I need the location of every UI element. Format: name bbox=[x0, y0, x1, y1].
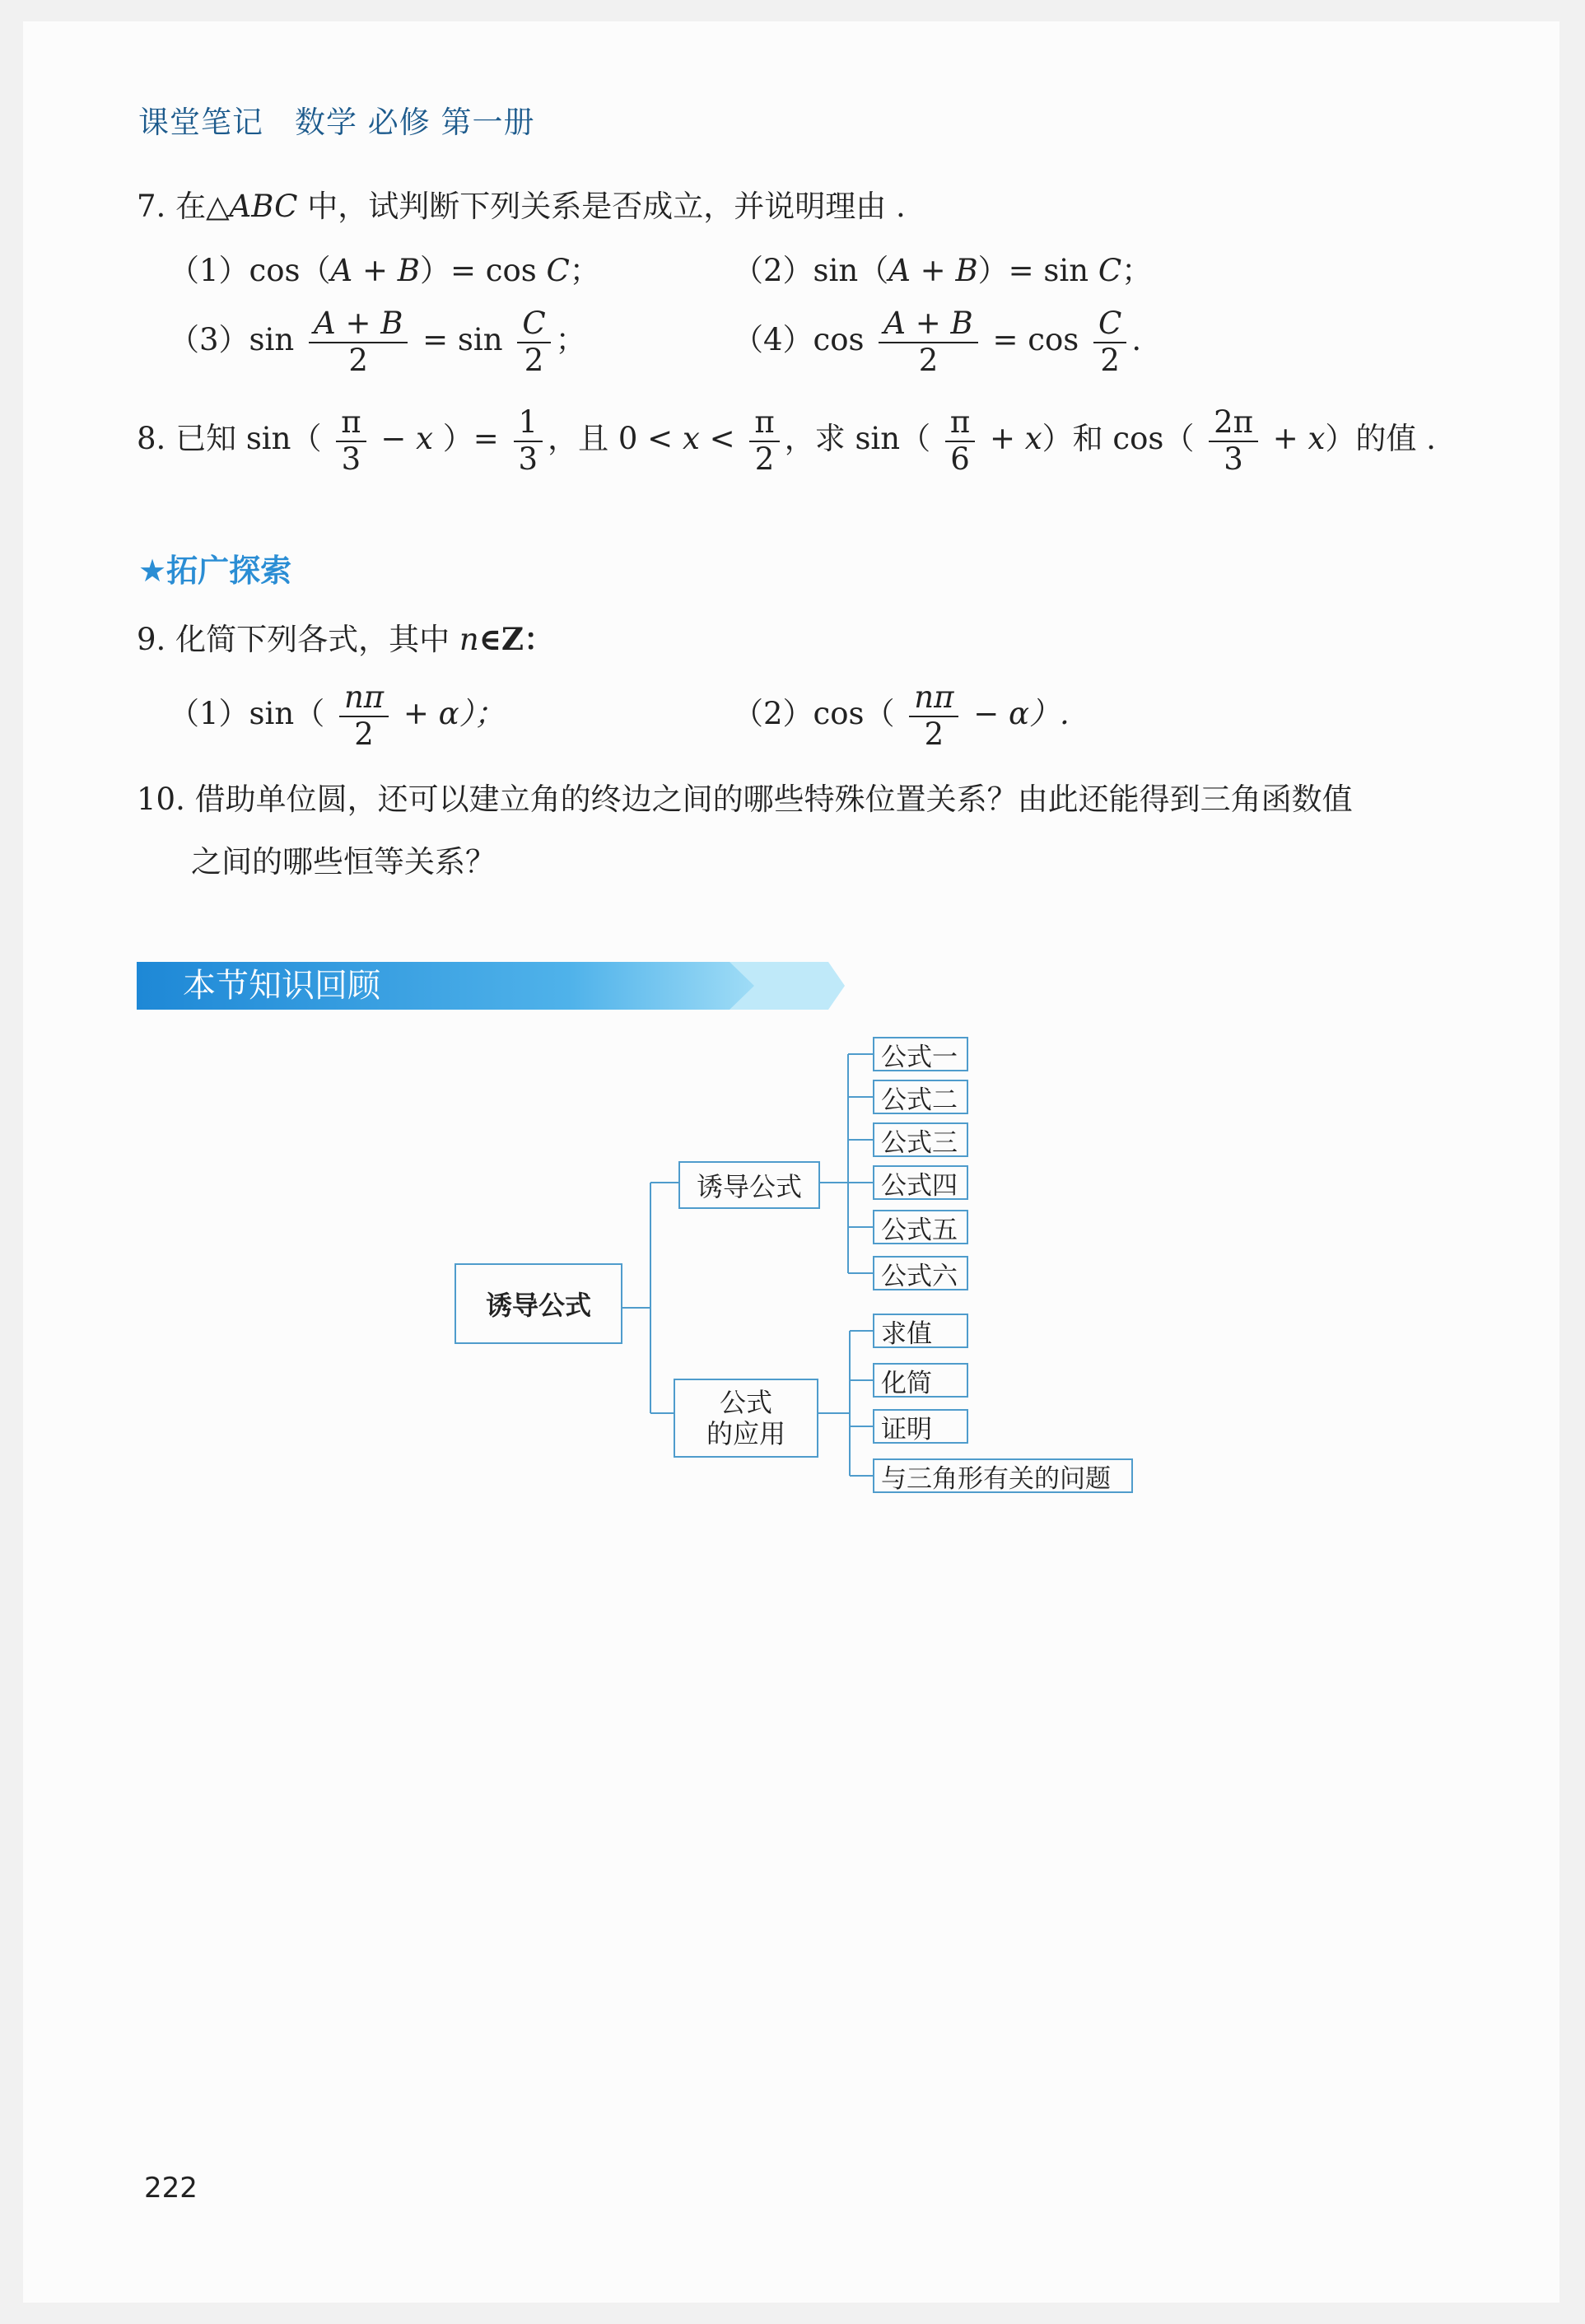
q7-p1-end: ）= cos bbox=[419, 253, 537, 288]
q7-p2-mid: A + B bbox=[888, 253, 978, 288]
running-header: 课堂笔记 数学 必修 第一册 bbox=[138, 105, 535, 140]
mindmap-leaf-formula-1: 公式一 bbox=[873, 1037, 968, 1071]
branch2-line1: 公式 bbox=[719, 1387, 772, 1418]
q8-plus2: + bbox=[1272, 421, 1298, 457]
q8-two: 2 bbox=[754, 441, 775, 477]
q8-three2: 3 bbox=[518, 441, 538, 477]
q7-p4-den2: 2 bbox=[1100, 342, 1120, 378]
q9-p1-num: nπ bbox=[339, 680, 389, 717]
q8-plus: + bbox=[989, 421, 1015, 457]
q7-triangle-abc: ABC bbox=[229, 189, 298, 224]
q7-p4-fraction-1 bbox=[879, 306, 977, 378]
q7-number: 7. bbox=[137, 189, 166, 224]
q9-p2-tail: − α）. bbox=[973, 696, 1070, 732]
q9-part-1 bbox=[169, 680, 505, 752]
q8-twopi: 2π bbox=[1209, 405, 1258, 442]
q8-text-f: ，求 sin（ bbox=[784, 421, 931, 457]
mindmap-leaf-simplify: 化简 bbox=[873, 1363, 968, 1398]
q8-one: 1 bbox=[514, 405, 543, 442]
q8-text-h: ）和 cos（ bbox=[1042, 421, 1195, 457]
q9-p1-den: 2 bbox=[354, 716, 374, 752]
q8-fraction-pi-2 bbox=[749, 405, 779, 477]
q8-text-a: 8. 已知 sin（ bbox=[137, 421, 322, 457]
q8-text-c: ）= bbox=[442, 421, 499, 457]
q7-p1-mid: A + B bbox=[330, 253, 420, 288]
q7-p3-eq: = sin bbox=[422, 322, 503, 358]
q7-p1-semi: ； bbox=[569, 253, 600, 288]
mindmap-leaf-formula-5: 公式五 bbox=[873, 1210, 968, 1244]
q7-p4-semi: . bbox=[1131, 322, 1142, 358]
q7-part-4 bbox=[733, 306, 1141, 378]
mindmap-leaf-formula-6: 公式六 bbox=[873, 1256, 968, 1290]
q7-p3-fraction-1 bbox=[309, 306, 408, 378]
mindmap-branch-formulas: 诱导公式 bbox=[678, 1161, 820, 1209]
q8-fraction-pi-6 bbox=[945, 405, 975, 477]
q7-p2-c: C bbox=[1098, 253, 1122, 288]
q9-n: n bbox=[459, 622, 479, 657]
q8-x4: x bbox=[1308, 421, 1326, 457]
question-8 bbox=[137, 405, 1436, 477]
q8-fraction-pi-3 bbox=[336, 405, 366, 477]
q7-p3-num1: A + B bbox=[309, 306, 408, 343]
mindmap-leaf-evaluate: 求值 bbox=[873, 1314, 968, 1348]
q9-p2-num: nπ bbox=[909, 680, 958, 717]
q8-text-l: ）的值 . bbox=[1325, 421, 1436, 457]
mindmap-leaf-prove: 证明 bbox=[873, 1409, 968, 1444]
q9-p1-label: （1）sin（ bbox=[169, 696, 325, 732]
q7-p4-num1: A + B bbox=[879, 306, 977, 343]
page-number: 222 bbox=[144, 2172, 198, 2205]
mindmap-leaf-formula-4: 公式四 bbox=[873, 1165, 968, 1200]
q7-p3-den2: 2 bbox=[524, 342, 544, 378]
mindmap-root: 诱导公式 bbox=[455, 1263, 622, 1344]
q8-x: x bbox=[416, 421, 433, 457]
q7-p3-den1: 2 bbox=[348, 342, 368, 378]
mindmap-branch-applications bbox=[674, 1379, 818, 1458]
q7-p4-fraction-2 bbox=[1093, 306, 1126, 378]
section-title-extension: ★拓广探索 bbox=[138, 553, 292, 589]
q7-p3-label: （3）sin bbox=[169, 322, 295, 358]
q7-p1-c: C bbox=[546, 253, 570, 288]
q7-p4-label: （4）cos bbox=[733, 322, 865, 358]
q8-fraction-1-3 bbox=[514, 405, 543, 477]
mindmap-leaf-formula-3: 公式三 bbox=[873, 1122, 968, 1157]
q8-fraction-2pi-3 bbox=[1209, 405, 1258, 477]
question-9-stem bbox=[137, 614, 554, 659]
q7-p4-eq: = cos bbox=[992, 322, 1079, 358]
question-10-line-2: 之间的哪些恒等关系？ bbox=[191, 844, 496, 880]
q7-part-1 bbox=[169, 245, 600, 290]
branch2-line2: 的应用 bbox=[706, 1418, 786, 1449]
q7-p4-den1: 2 bbox=[918, 342, 939, 378]
mindmap-leaf-triangle-problems: 与三角形有关的问题 bbox=[873, 1458, 1133, 1493]
q9-p2-label: （2）cos（ bbox=[733, 696, 895, 732]
q7-p3-semi: ； bbox=[555, 322, 586, 358]
q7-stem-text: 中，试判断下列关系是否成立，并说明理由 . bbox=[307, 189, 906, 224]
q8-minus: − bbox=[380, 421, 407, 457]
q8-six: 6 bbox=[950, 441, 970, 477]
q8-three: 3 bbox=[341, 441, 361, 477]
q8-x2: x bbox=[682, 421, 700, 457]
mindmap-leaf-formula-2: 公式二 bbox=[873, 1080, 968, 1114]
q9-in-z: ∈Z： bbox=[478, 621, 555, 657]
q7-p2-semi: ； bbox=[1121, 253, 1153, 288]
q7-part-2 bbox=[733, 245, 1152, 290]
q7-intro: 在△ bbox=[175, 189, 230, 224]
q9-p2-den: 2 bbox=[924, 716, 944, 752]
q8-pi3: π bbox=[945, 405, 975, 442]
review-banner-title: 本节知识回顾 bbox=[183, 967, 380, 1005]
q9-stem-a: 9. 化简下列各式，其中 bbox=[137, 622, 450, 657]
q9-part-2 bbox=[733, 680, 1070, 752]
q8-x3: x bbox=[1024, 421, 1042, 457]
question-7-stem bbox=[137, 181, 906, 226]
q8-pi: π bbox=[336, 405, 366, 442]
q9-p1-fraction bbox=[339, 680, 389, 752]
q7-p3-num2: C bbox=[517, 306, 550, 343]
q9-p2-fraction bbox=[909, 680, 958, 752]
q7-p4-num2: C bbox=[1093, 306, 1126, 343]
q8-three3: 3 bbox=[1224, 441, 1243, 477]
q8-text-d: ，且 0 < bbox=[548, 421, 674, 457]
q7-p2-label: （2）sin（ bbox=[733, 253, 889, 288]
q9-p1-tail: + α）； bbox=[403, 696, 506, 732]
q7-part-3 bbox=[169, 306, 586, 378]
q8-lt: < bbox=[709, 421, 735, 457]
q7-p3-fraction-2 bbox=[517, 306, 550, 378]
question-10-line-1: 10. 借助单位圆，还可以建立角的终边之间的哪些特殊位置关系？由此还能得到三角函数值 bbox=[137, 782, 1353, 817]
q7-p1-label: （1）cos（ bbox=[169, 253, 331, 288]
q7-p2-end: ）= sin bbox=[977, 253, 1089, 288]
q8-pi2: π bbox=[749, 405, 779, 442]
